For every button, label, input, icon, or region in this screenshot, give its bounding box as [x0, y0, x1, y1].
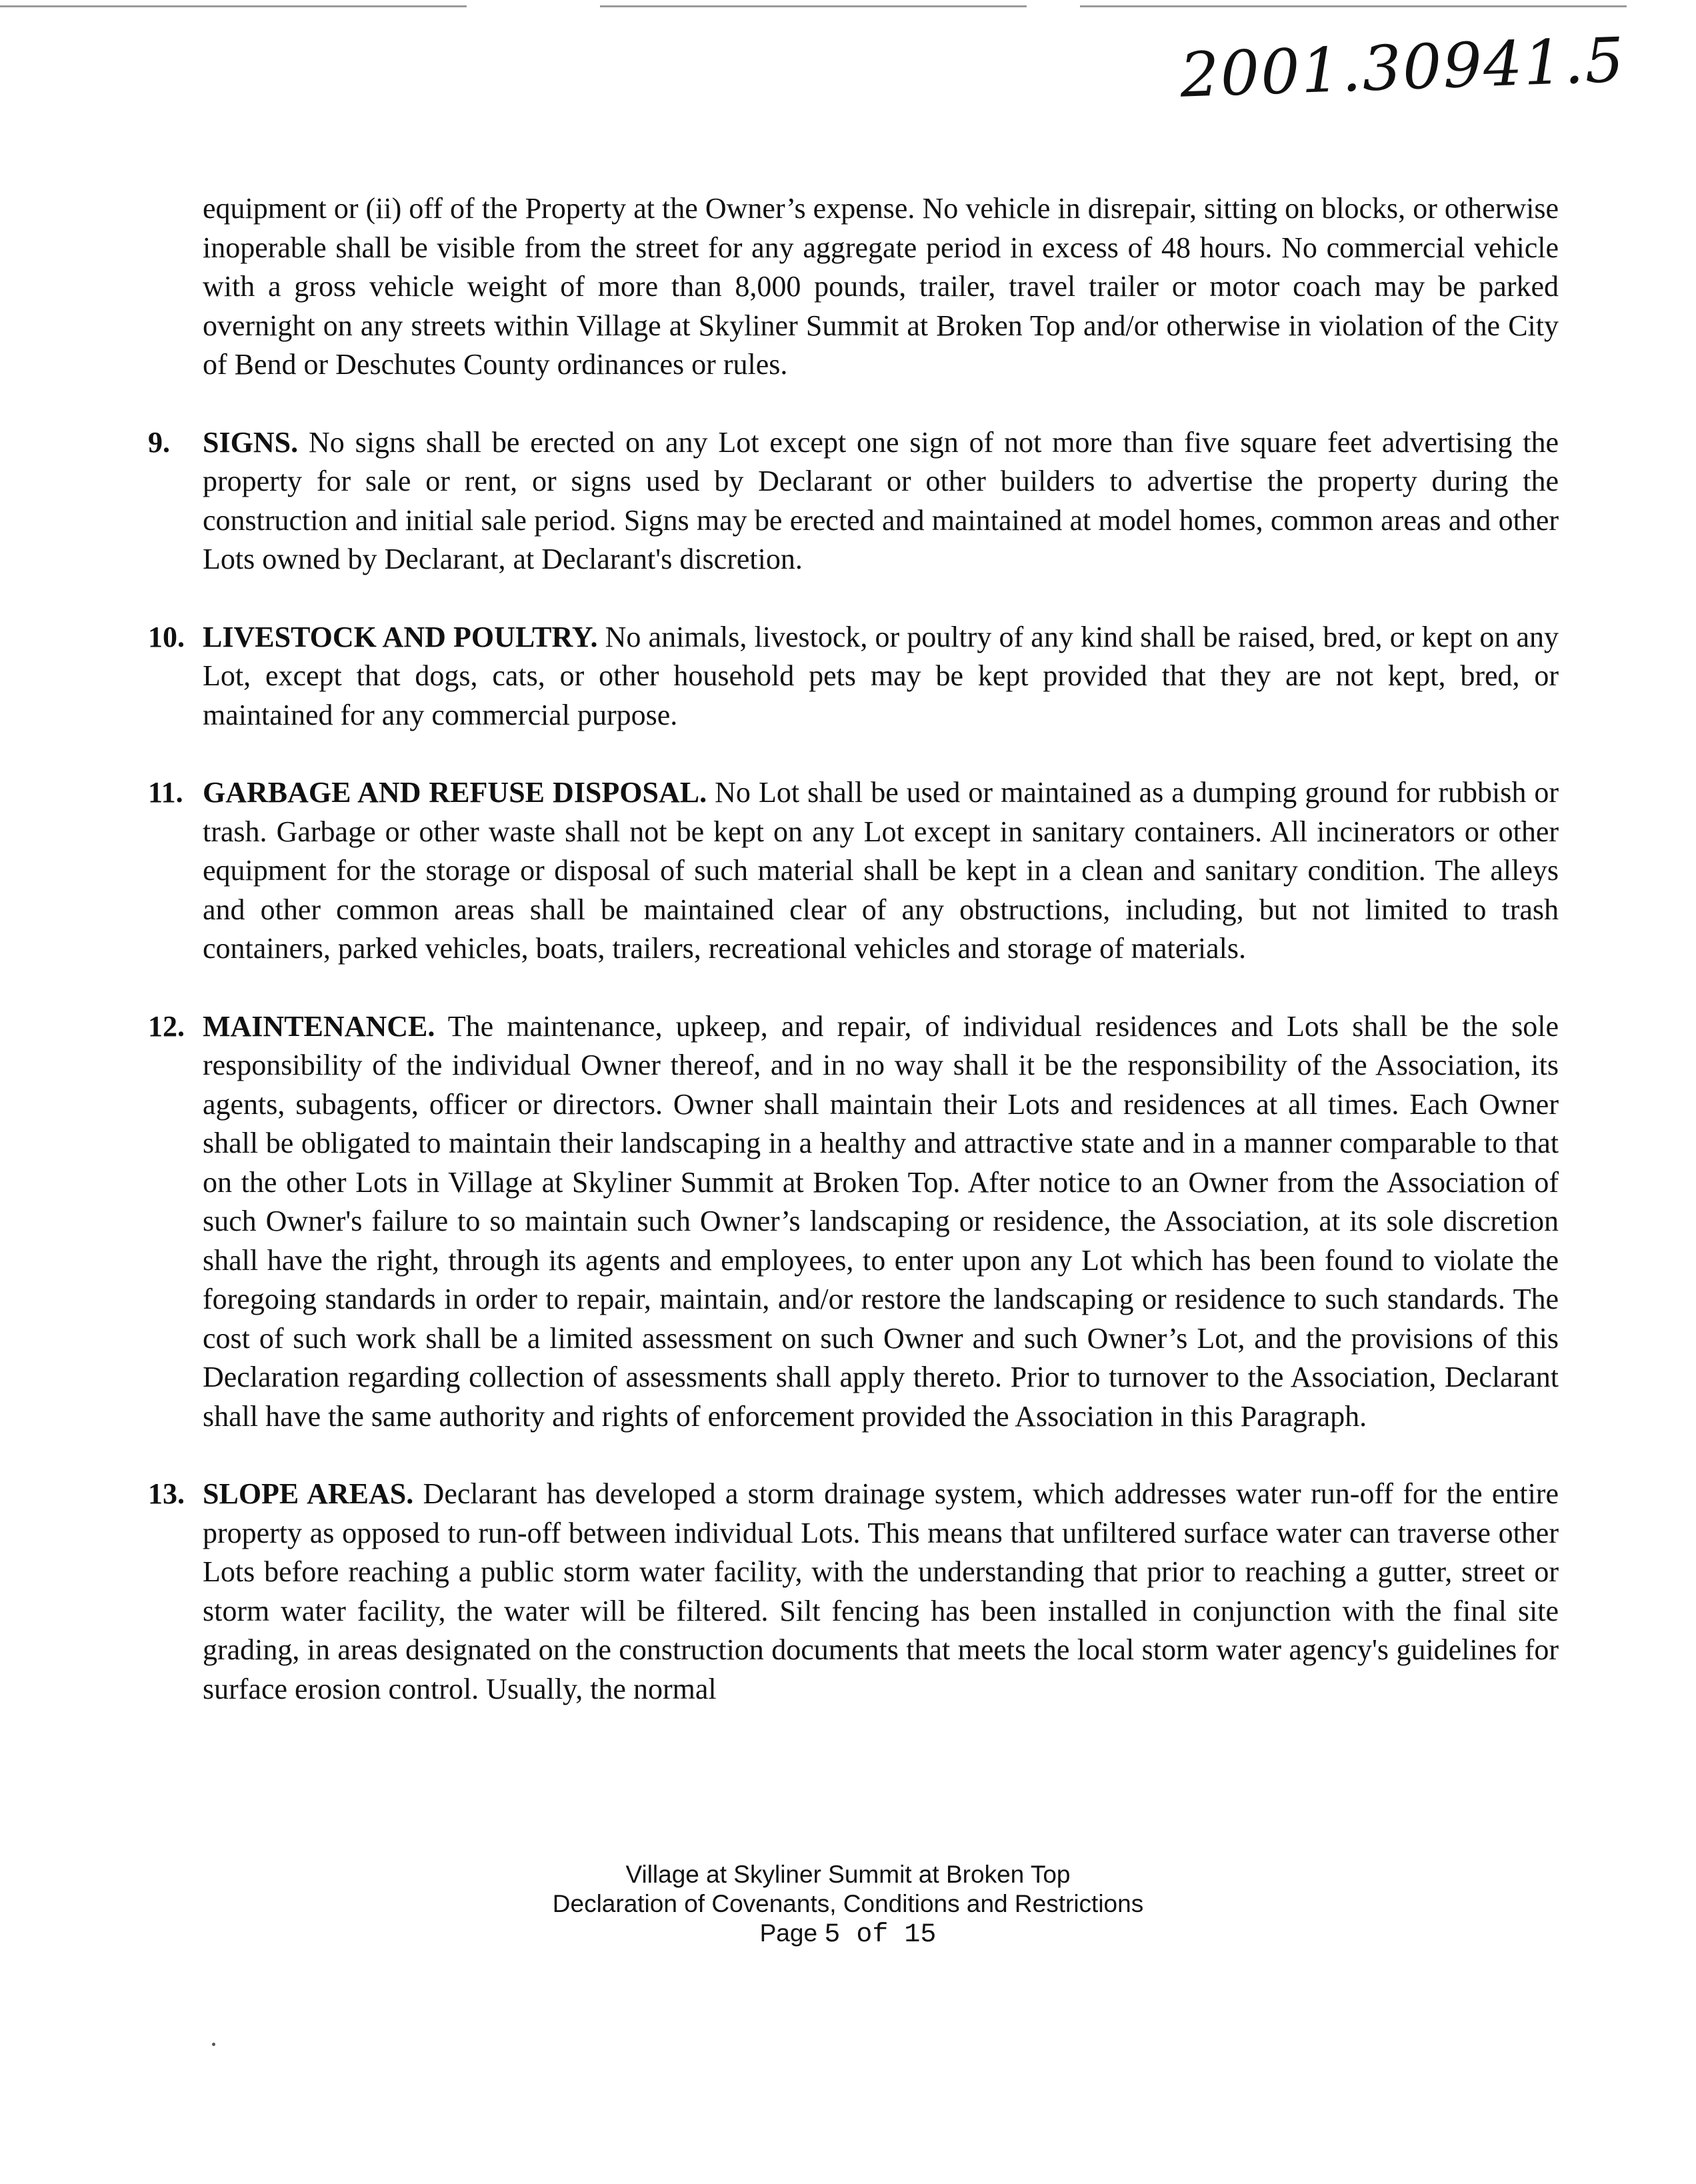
scan-speck — [212, 2043, 215, 2046]
section-livestock-and-poultry — [148, 618, 1559, 735]
footer-page-indicator — [0, 1919, 1696, 1950]
document-body — [148, 189, 1559, 1709]
scan-border-line — [1080, 5, 1627, 7]
section-slope-areas — [148, 1475, 1559, 1709]
section-heading: LIVESTOCK AND POULTRY. — [203, 620, 598, 653]
scan-border-line — [600, 5, 1027, 7]
section-maintenance — [148, 1007, 1559, 1437]
footer-document-subtitle: Declaration of Covenants, Conditions and Restrictions — [552, 1890, 1144, 1917]
section-number: 9. — [148, 425, 170, 459]
section-content — [203, 423, 1559, 579]
section-number: 12. — [148, 1009, 185, 1043]
section-text: Declarant has developed a storm drainage system, which addresses water run-off for the entire property as opposed to run-off between individual Lots. This means that unfiltered surface water can traverse other Lots before reaching a public storm water facility, with the understanding that prior to reaching a gutter, street or storm water facility, the water will be filtered. Silt fencing has been installed in conjunction with the final site grading, in areas designated on the construction documents that meets the local storm water agency's guidelines for surface erosion control. Usually, the normal — [203, 1477, 1559, 1705]
section-signs — [148, 423, 1559, 579]
section-content — [203, 1007, 1559, 1437]
footer-document-title: Village at Skyliner Summit at Broken Top — [625, 1861, 1071, 1888]
section-number: 10. — [148, 620, 185, 653]
section-text: No animals, livestock, or poultry of any kind shall be raised, bred, or kept on any Lot, except that dogs, cats, or other household pets may be kept provided that they are not kept, bred, or maintained for any commercial purpose. — [203, 620, 1559, 731]
section-heading: SIGNS. — [203, 425, 299, 459]
handwritten-document-number: 2001.30941.5 — [1179, 24, 1627, 111]
section-content — [203, 618, 1559, 735]
intro-paragraph: equipment or (ii) off of the Property at the Owner’s expense. No vehicle in disrepair, sitting on blocks, or otherwise inoperable shall be visible from the street for any aggregate period in excess of 48 hours. No commercial vehicle with a gross vehicle weight of more than 8,000 pounds, trailer, travel trailer or motor coach may be parked overnight on any streets within Village at Skyliner Summit at Broken Top and/or otherwise in violation of the City of Bend or Deschutes County ordinances or rules. — [203, 192, 1559, 381]
section-content — [203, 1475, 1559, 1709]
section-heading: GARBAGE AND REFUSE DISPOSAL. — [203, 776, 707, 809]
scan-border-line — [0, 5, 467, 7]
footer-page-label: Page — [759, 1919, 818, 1947]
section-number: 13. — [148, 1477, 185, 1510]
section-text: The maintenance, upkeep, and repair, of individual residences and Lots shall be the sole responsibility of the individual Owner thereof, and in no way shall it be the responsibility of the Association, its agents, subagents, officer or directors. Owner shall maintain their Lots and residences at all times. Each Owner shall be obligated to maintain their landscaping in a healthy and attractive state and in a manner comparable to that on the other Lots in Village at Skyliner Summit at Broken Top. After notice to an Owner from the Association of such Owner's failure to so maintain such Owner’s landscaping or residence, the Association, at its sole discretion shall have the right, through its agents and employees, to enter upon any Lot which has been found to violate the foregoing standards in order to repair, maintain, and/or restore the landscaping or residence to such standards. The cost of such work shall be a limited assessment on such Owner and such Owner’s Lot, and the provisions of this Declaration regarding collection of assessments shall apply thereto. Prior to turnover to the Association, Declarant shall have the same authority and rights of enforcement provided the Association in this Paragraph. — [203, 1009, 1559, 1433]
section-heading: SLOPE AREAS. — [203, 1477, 414, 1510]
section-content — [203, 773, 1559, 969]
footer-page-number: 5 of 15 — [824, 1920, 937, 1950]
section-text: No signs shall be erected on any Lot except one sign of not more than five square feet advertising the property for sale or rent, or signs used by Declarant or other builders to advertise the property during the construction and initial sale period. Signs may be erected and maintained at model homes, common areas and other Lots owned by Declarant, at Declarant's discretion. — [203, 425, 1559, 575]
section-heading: MAINTENANCE. — [203, 1009, 435, 1043]
section-text: No Lot shall be used or maintained as a dumping ground for rubbish or trash. Garbage or other waste shall not be kept on any Lot except in sanitary containers. All incinerators or other equipment for the storage or disposal of such material shall be kept in a clean and sanitary condition. The alleys and other common areas shall be maintained clear of any obstructions, including, but not limited to trash containers, parked vehicles, boats, trailers, recreational vehicles and storage of materials. — [203, 776, 1559, 965]
section-number: 11. — [148, 776, 183, 809]
page-footer — [0, 1860, 1696, 1950]
section-garbage-and-refuse-disposal — [148, 773, 1559, 969]
